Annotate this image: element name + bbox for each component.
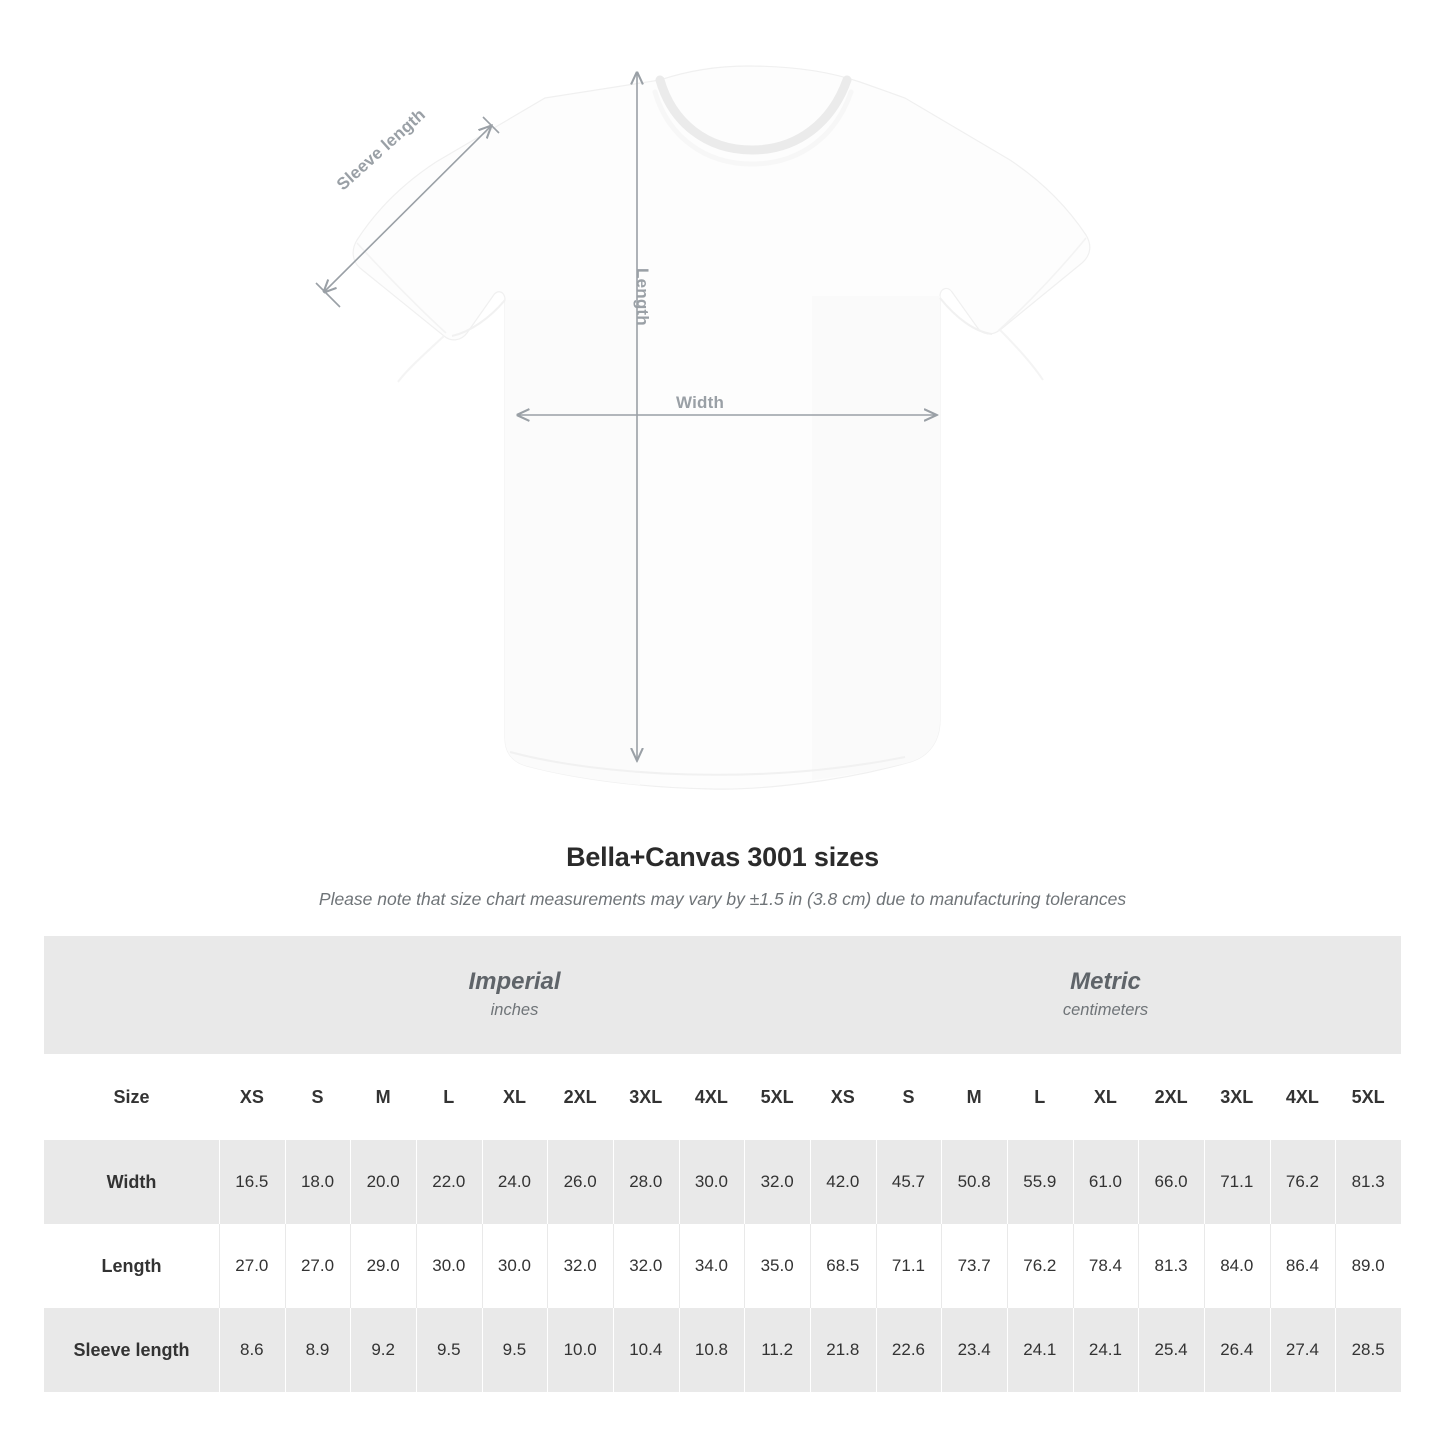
sleeve-length-dimension-label: Sleeve length: [333, 104, 430, 195]
size-table-wrap: [44, 936, 1401, 1392]
size-header-4xl-cm: 4XL: [1270, 1054, 1336, 1140]
cell-sleeve-5xl-cm: 28.5: [1335, 1308, 1401, 1392]
cell-width-s-cm: 45.7: [876, 1140, 942, 1224]
shirt-shape: [353, 66, 1090, 789]
width-dimension-label: Width: [676, 393, 725, 412]
cell-length-xl-in: 30.0: [482, 1224, 548, 1308]
unit-group-metric-sub: centimeters: [1062, 1000, 1149, 1019]
cell-length-m-cm: 73.7: [941, 1224, 1007, 1308]
size-header-3xl-cm: 3XL: [1204, 1054, 1270, 1140]
unit-corner-cell: [44, 936, 219, 1054]
cell-width-2xl-in: 26.0: [547, 1140, 613, 1224]
cell-width-5xl-cm: 81.3: [1335, 1140, 1401, 1224]
cell-length-3xl-in: 32.0: [613, 1224, 679, 1308]
cell-length-xs-in: 27.0: [219, 1224, 285, 1308]
cell-length-s-in: 27.0: [285, 1224, 351, 1308]
size-header-3xl-in: 3XL: [613, 1054, 679, 1140]
unit-group-row: [44, 936, 1401, 1054]
cell-width-xs-in: 16.5: [219, 1140, 285, 1224]
size-header-label: Size: [44, 1054, 219, 1140]
row-label-length: Length: [44, 1224, 219, 1308]
size-header-m-in: M: [350, 1054, 416, 1140]
cell-sleeve-xl-cm: 24.1: [1073, 1308, 1139, 1392]
table-row: [44, 1224, 1401, 1308]
cell-width-4xl-in: 30.0: [679, 1140, 745, 1224]
cell-length-m-in: 29.0: [350, 1224, 416, 1308]
cell-length-2xl-in: 32.0: [547, 1224, 613, 1308]
cell-length-l-in: 30.0: [416, 1224, 482, 1308]
cell-sleeve-m-in: 9.2: [350, 1308, 416, 1392]
tolerance-note: Please note that size chart measurements may vary by ±1.5 in (3.8 cm) due to manufacturing tolerances: [318, 889, 1127, 909]
cell-length-4xl-cm: 86.4: [1270, 1224, 1336, 1308]
cell-length-3xl-cm: 84.0: [1204, 1224, 1270, 1308]
size-header-s-cm: S: [876, 1054, 942, 1140]
cell-sleeve-xs-cm: 21.8: [810, 1308, 876, 1392]
cell-length-s-cm: 71.1: [876, 1224, 942, 1308]
table-row: [44, 1308, 1401, 1392]
cell-width-l-cm: 55.9: [1007, 1140, 1073, 1224]
size-header-m-cm: M: [941, 1054, 1007, 1140]
cell-width-2xl-cm: 66.0: [1138, 1140, 1204, 1224]
cell-sleeve-2xl-cm: 25.4: [1138, 1308, 1204, 1392]
size-header-xs-cm: XS: [810, 1054, 876, 1140]
unit-group-metric: [810, 936, 1401, 1054]
cell-width-xl-in: 24.0: [482, 1140, 548, 1224]
cell-sleeve-xl-in: 9.5: [482, 1308, 548, 1392]
cell-sleeve-s-in: 8.9: [285, 1308, 351, 1392]
cell-sleeve-l-cm: 24.1: [1007, 1308, 1073, 1392]
cell-width-l-in: 22.0: [416, 1140, 482, 1224]
cell-length-5xl-in: 35.0: [744, 1224, 810, 1308]
size-chart-table: [44, 936, 1401, 1392]
cell-sleeve-s-cm: 22.6: [876, 1308, 942, 1392]
cell-width-4xl-cm: 76.2: [1270, 1140, 1336, 1224]
cell-length-l-cm: 76.2: [1007, 1224, 1073, 1308]
cell-width-3xl-in: 28.0: [613, 1140, 679, 1224]
cell-width-3xl-cm: 71.1: [1204, 1140, 1270, 1224]
size-header-4xl-in: 4XL: [679, 1054, 745, 1140]
cell-sleeve-5xl-in: 11.2: [744, 1308, 810, 1392]
cell-length-4xl-in: 34.0: [679, 1224, 745, 1308]
size-header-5xl-cm: 5XL: [1335, 1054, 1401, 1140]
cell-sleeve-l-in: 9.5: [416, 1308, 482, 1392]
table-row: [44, 1140, 1401, 1224]
cell-sleeve-3xl-cm: 26.4: [1204, 1308, 1270, 1392]
cell-width-5xl-in: 32.0: [744, 1140, 810, 1224]
size-header-l-in: L: [416, 1054, 482, 1140]
cell-length-5xl-cm: 89.0: [1335, 1224, 1401, 1308]
row-label-sleeve-length: Sleeve length: [44, 1308, 219, 1392]
cell-length-xl-cm: 78.4: [1073, 1224, 1139, 1308]
row-label-width: Width: [44, 1140, 219, 1224]
size-header-xs-in: XS: [219, 1054, 285, 1140]
unit-group-imperial: [219, 936, 810, 1054]
cell-sleeve-xs-in: 8.6: [219, 1308, 285, 1392]
size-header-5xl-in: 5XL: [744, 1054, 810, 1140]
size-header-2xl-cm: 2XL: [1138, 1054, 1204, 1140]
size-header-xl-in: XL: [482, 1054, 548, 1140]
size-header-xl-cm: XL: [1073, 1054, 1139, 1140]
unit-group-imperial-name: Imperial: [468, 967, 561, 995]
cell-sleeve-m-cm: 23.4: [941, 1308, 1007, 1392]
cell-length-xs-cm: 68.5: [810, 1224, 876, 1308]
unit-group-imperial-sub: inches: [490, 1000, 539, 1019]
cell-width-m-cm: 50.8: [941, 1140, 1007, 1224]
unit-group-metric-name: Metric: [1070, 967, 1141, 995]
table-header-row: [44, 1054, 1401, 1140]
cell-sleeve-2xl-in: 10.0: [547, 1308, 613, 1392]
size-header-l-cm: L: [1007, 1054, 1073, 1140]
page-title: Bella+Canvas 3001 sizes: [566, 842, 879, 872]
length-dimension-label: Length: [633, 268, 652, 326]
cell-width-xs-cm: 42.0: [810, 1140, 876, 1224]
cell-width-xl-cm: 61.0: [1073, 1140, 1139, 1224]
size-header-s-in: S: [285, 1054, 351, 1140]
size-header-2xl-in: 2XL: [547, 1054, 613, 1140]
cell-length-2xl-cm: 81.3: [1138, 1224, 1204, 1308]
cell-sleeve-4xl-cm: 27.4: [1270, 1308, 1336, 1392]
chart-heading: [0, 842, 1445, 910]
cell-sleeve-3xl-in: 10.4: [613, 1308, 679, 1392]
cell-width-m-in: 20.0: [350, 1140, 416, 1224]
cell-sleeve-4xl-in: 10.8: [679, 1308, 745, 1392]
cell-width-s-in: 18.0: [285, 1140, 351, 1224]
